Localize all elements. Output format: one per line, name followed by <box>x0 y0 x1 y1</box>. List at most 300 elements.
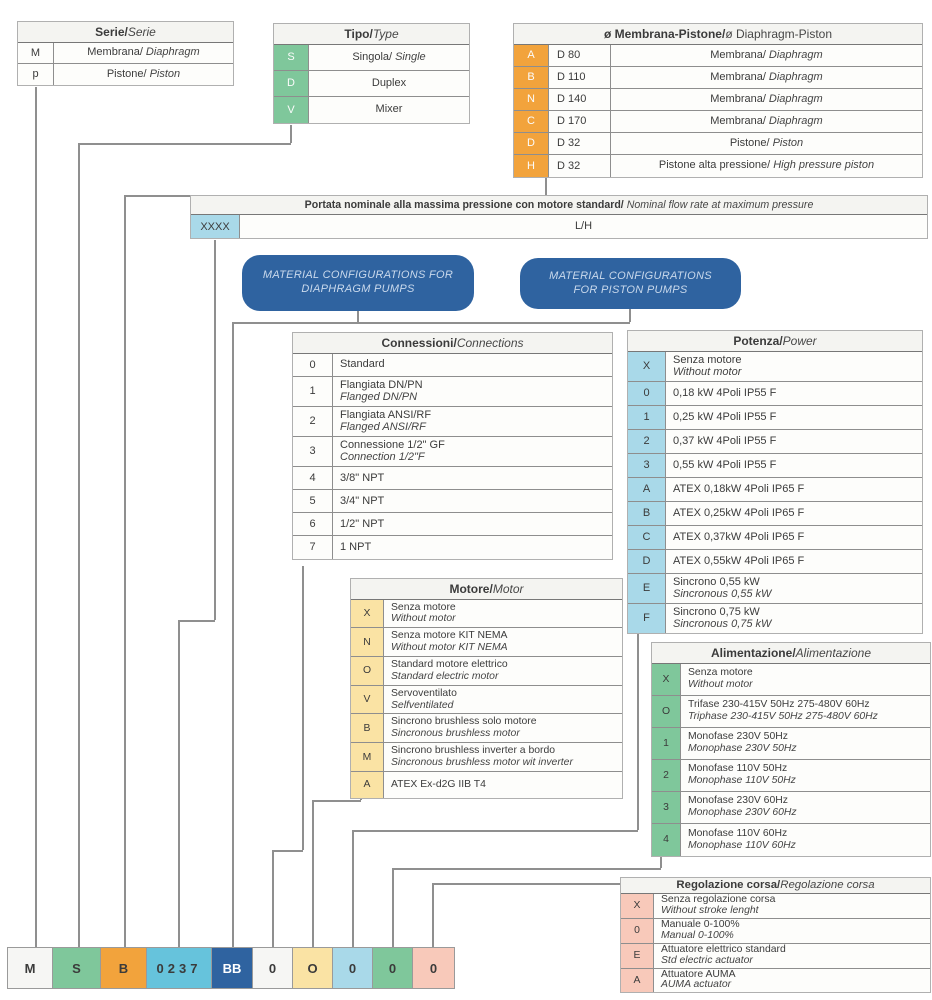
model-code-row <box>7 947 455 989</box>
power-table <box>627 330 923 634</box>
code-cell: M <box>351 743 384 771</box>
serie-table-title <box>18 22 233 43</box>
label-en: Sincronous brushless motor <box>391 728 520 740</box>
code-segment <box>333 948 373 988</box>
label-en: Std electric actuator <box>661 954 753 966</box>
description-cell <box>333 467 612 489</box>
label-it: Sincrono brushless inverter a bordo <box>391 745 556 757</box>
label-it: Flangiata DN/PN <box>340 378 423 391</box>
label-en: Diaphragm <box>768 92 823 105</box>
code-cell: 3 <box>628 454 666 477</box>
label-it: Pistone alta pressione/ <box>658 159 771 172</box>
code-cell: O <box>652 696 681 727</box>
code-cell: X <box>652 664 681 695</box>
label-it: ATEX 0,37kW 4Poli IP65 F <box>673 530 805 543</box>
label-en: Single <box>395 50 426 63</box>
label-en: Selfventilated <box>391 699 454 711</box>
title-en: ø Diaphragm-Piston <box>725 27 833 41</box>
code-cell: 4 <box>293 467 333 489</box>
label-it: Manuale 0-100% <box>661 918 740 930</box>
description-cell <box>681 824 930 856</box>
label-en: Triphase 230-415V 50Hz 275-480V 60Hz <box>688 711 878 723</box>
label-it: Standard motore elettrico <box>391 659 508 671</box>
table-row <box>293 354 612 377</box>
table-row <box>514 133 922 155</box>
connector-line <box>357 310 359 322</box>
connector-line <box>352 830 638 832</box>
code-cell: E <box>621 944 654 968</box>
label-en: Diaphragm <box>768 114 823 127</box>
code-cell: B <box>351 714 384 742</box>
code-segment <box>147 948 212 988</box>
connector-line <box>272 850 303 852</box>
label-it: Attuatore elettrico standard <box>661 943 786 955</box>
connector-line <box>432 883 620 885</box>
title-it: Potenza/ <box>733 334 783 348</box>
label-it: 3/8" NPT <box>340 471 385 484</box>
code-cell: E <box>628 574 666 603</box>
title-it: Serie/ <box>95 25 128 39</box>
description-cell <box>333 536 612 559</box>
code-cell: 0 <box>293 354 333 376</box>
label-it: Mixer <box>375 103 403 116</box>
table-row <box>293 536 612 559</box>
connector-line <box>178 620 180 947</box>
description-cell <box>654 969 930 993</box>
code-cell: F <box>628 604 666 633</box>
diameter-cell: D 80 <box>549 45 611 66</box>
label-it: Pistone/ <box>106 67 147 80</box>
code-segment-value: 0 <box>429 960 438 976</box>
code-cell: 2 <box>652 760 681 791</box>
code-cell: A <box>621 969 654 993</box>
table-row <box>351 657 622 686</box>
code-segment-value: BB <box>222 960 242 976</box>
code-cell: 1 <box>652 728 681 759</box>
stroke-adjustment-table <box>620 877 931 993</box>
tipo-table-title <box>274 24 469 45</box>
connector-line <box>78 143 80 947</box>
label-it: L/H <box>574 220 593 233</box>
table-row <box>351 600 622 629</box>
title-en: Nominal flow rate at maximum pressure <box>626 199 814 211</box>
description-cell <box>611 45 922 66</box>
connector-line <box>660 856 662 868</box>
title-it: Connessioni/ <box>381 336 457 350</box>
description-cell <box>666 502 922 525</box>
code-segment <box>212 948 253 988</box>
table-row <box>351 772 622 798</box>
table-row <box>293 513 612 536</box>
connector-line <box>545 177 547 195</box>
table-row <box>293 407 612 437</box>
label-it: Membrana/ <box>710 92 766 105</box>
label-it: 0,18 kW 4Poli IP55 F <box>673 386 777 399</box>
label-en: Diaphragm <box>145 46 200 59</box>
connections-table <box>292 332 613 560</box>
diaphragm-piston-table-title <box>514 24 922 45</box>
description-cell <box>611 111 922 132</box>
connector-line <box>392 868 394 947</box>
connector-line <box>78 143 291 145</box>
title-en: Power <box>782 334 817 348</box>
table-row <box>274 45 469 71</box>
code-cell: 4 <box>652 824 681 856</box>
description-cell <box>309 97 469 123</box>
label-en: Monophase 110V 50Hz <box>688 775 796 787</box>
label-en: High pressure piston <box>773 159 875 172</box>
connector-line <box>272 850 274 947</box>
code-cell: D <box>514 133 549 154</box>
description-cell <box>384 686 622 714</box>
label-en: Diaphragm <box>768 48 823 61</box>
code-cell: X <box>621 894 654 918</box>
table-row <box>621 919 930 944</box>
label-en: Monophase 230V 50Hz <box>688 743 797 755</box>
title-it: Portata nominale alla massima pressione con motore standard/ <box>304 199 624 211</box>
label-it: Sincrono 0,75 kW <box>673 605 760 618</box>
diameter-cell: D 32 <box>549 133 611 154</box>
connector-line <box>392 868 661 870</box>
diameter-cell: D 140 <box>549 89 611 110</box>
title-en: Motor <box>492 582 524 596</box>
table-row <box>621 969 930 993</box>
table-row <box>293 377 612 407</box>
stroke-adjustment-table-title <box>621 878 930 894</box>
table-row <box>274 97 469 123</box>
table-row <box>293 467 612 490</box>
label-it: ATEX 0,25kW 4Poli IP65 F <box>673 506 805 519</box>
description-cell <box>666 550 922 573</box>
table-row <box>18 43 233 64</box>
table-row <box>514 111 922 133</box>
code-cell: 0 <box>621 919 654 943</box>
description-cell <box>333 437 612 466</box>
table-row <box>628 382 922 406</box>
code-cell: X <box>351 600 384 628</box>
description-cell <box>666 604 922 633</box>
connector-line <box>432 883 434 947</box>
label-it: Monofase 110V 50Hz <box>688 763 788 775</box>
label-it: 0,55 kW 4Poli IP55 F <box>673 458 777 471</box>
diameter-cell: D 110 <box>549 67 611 88</box>
description-cell <box>666 526 922 549</box>
description-cell <box>309 71 469 96</box>
connector-line <box>312 800 314 947</box>
code-cell: 2 <box>293 407 333 436</box>
code-cell: 2 <box>628 430 666 453</box>
table-row <box>293 437 612 467</box>
description-cell <box>54 43 233 63</box>
connector-line <box>302 566 304 850</box>
description-cell <box>384 714 622 742</box>
material-configurations-diaphragm-box: MATERIAL CONFIGURATIONS FOR DIAPHRAGM PUMPS <box>242 255 474 311</box>
label-en: AUMA actuator <box>661 979 732 991</box>
code-cell: D <box>274 71 309 96</box>
description-cell <box>611 67 922 88</box>
connector-line <box>312 800 361 802</box>
title-en: Alimentazione <box>795 646 872 660</box>
label-it: Trifase 230-415V 50Hz 275-480V 60Hz <box>688 699 870 711</box>
description-cell <box>654 894 930 918</box>
title-it: ø Membrana-Pistone/ <box>603 27 726 41</box>
description-cell <box>384 657 622 685</box>
table-row <box>628 478 922 502</box>
label-it: Membrana/ <box>710 48 766 61</box>
description-cell <box>611 89 922 110</box>
label-en: Piston <box>772 136 804 149</box>
label-en: Sincronous brushless motor wit inverter <box>391 757 573 769</box>
table-row <box>628 526 922 550</box>
code-cell: D <box>628 550 666 573</box>
label-en: Flanged ANSI/RF <box>340 421 426 434</box>
description-cell <box>666 574 922 603</box>
flow-rate-table <box>190 195 928 239</box>
description-cell <box>666 406 922 429</box>
table-row <box>652 664 930 696</box>
diaphragm-piston-table <box>513 23 923 178</box>
description-cell <box>681 792 930 823</box>
label-it: ATEX Ex-d2G IIB T4 <box>391 778 486 790</box>
code-segment-value: M <box>24 960 36 976</box>
label-it: 0,25 kW 4Poli IP55 F <box>673 410 777 423</box>
table-row <box>621 944 930 969</box>
table-row <box>351 686 622 715</box>
code-cell: 1 <box>628 406 666 429</box>
code-segment <box>373 948 413 988</box>
title-en: Connections <box>456 336 524 350</box>
description-cell <box>384 600 622 628</box>
code-cell: N <box>514 89 549 110</box>
diameter-cell: D 170 <box>549 111 611 132</box>
label-en: Diaphragm <box>768 70 823 83</box>
label-it: Flangiata ANSI/RF <box>340 408 432 421</box>
description-cell <box>611 155 922 177</box>
description-cell <box>309 45 469 70</box>
code-cell: B <box>628 502 666 525</box>
description-cell <box>666 382 922 405</box>
code-cell: V <box>351 686 384 714</box>
code-cell: A <box>514 45 549 66</box>
table-row <box>652 792 930 824</box>
label-it: Membrana/ <box>87 46 143 59</box>
label-it: Sincrono brushless solo motore <box>391 716 537 728</box>
label-it: Senza regolazione corsa <box>661 893 776 905</box>
label-it: Senza motore <box>688 667 753 679</box>
label-en: Piston <box>149 67 181 80</box>
code-segment-value: 0237 <box>156 960 202 976</box>
description-cell <box>654 919 930 943</box>
table-row <box>274 71 469 97</box>
label-it: Standard <box>340 358 385 371</box>
label-en: Sincronous 0,55 kW <box>673 588 772 601</box>
label-en: Without motor KIT NEMA <box>391 642 508 654</box>
code-cell: B <box>514 67 549 88</box>
label-it: Monofase 230V 60Hz <box>688 795 788 807</box>
label-it: 3/4" NPT <box>340 494 385 507</box>
table-row <box>628 574 922 604</box>
connector-line <box>637 623 639 830</box>
table-row <box>18 64 233 85</box>
connector-line <box>232 322 234 947</box>
description-cell <box>333 513 612 535</box>
table-row <box>293 490 612 513</box>
label-en: Connection 1/2"F <box>340 451 425 464</box>
connector-line <box>232 322 630 324</box>
code-cell: 1 <box>293 377 333 406</box>
table-row <box>652 728 930 760</box>
label-it: Membrana/ <box>710 114 766 127</box>
label-en: Standard electric motor <box>391 670 499 682</box>
description-cell <box>333 407 612 436</box>
code-cell: V <box>274 97 309 123</box>
description-cell <box>611 133 922 154</box>
code-cell: X <box>628 352 666 381</box>
connector-line <box>290 125 292 143</box>
table-row <box>514 45 922 67</box>
label-it: Senza motore <box>391 601 456 613</box>
label-en: Sincronous 0,75 kW <box>673 618 772 631</box>
title-en: Serie <box>127 25 156 39</box>
title-it: Regolazione corsa/ <box>676 879 781 891</box>
table-row <box>621 894 930 919</box>
table-row <box>652 760 930 792</box>
label-it: ATEX 0,18kW 4Poli IP65 F <box>673 482 805 495</box>
table-row <box>628 604 922 633</box>
connector-line <box>35 87 37 947</box>
description-cell <box>681 696 930 727</box>
label-it: 0,37 kW 4Poli IP55 F <box>673 434 777 447</box>
label-it: Senza motore KIT NEMA <box>391 630 508 642</box>
code-cell: S <box>274 45 309 70</box>
flow-rate-table-title <box>191 196 927 215</box>
connector-line <box>352 830 354 947</box>
code-segment <box>253 948 293 988</box>
code-cell: p <box>18 64 54 85</box>
description-cell <box>681 664 930 695</box>
description-cell <box>666 454 922 477</box>
description-cell <box>681 760 930 791</box>
table-row <box>628 430 922 454</box>
code-cell: A <box>628 478 666 501</box>
description-cell <box>54 64 233 85</box>
title-it: Tipo/ <box>344 27 373 41</box>
title-en: Type <box>372 27 399 41</box>
title-it: Alimentazione/ <box>710 646 796 660</box>
description-cell <box>666 352 922 381</box>
code-segment-value: B <box>118 960 129 976</box>
code-segment-value: 0 <box>268 960 277 976</box>
code-segment <box>101 948 147 988</box>
label-it: 1 NPT <box>340 541 372 554</box>
label-en: Without motor <box>688 679 753 691</box>
code-cell: 5 <box>293 490 333 512</box>
table-row <box>652 696 930 728</box>
title-it: Motore/ <box>449 582 493 596</box>
code-cell: O <box>351 657 384 685</box>
label-it: Membrana/ <box>710 70 766 83</box>
table-row <box>628 406 922 430</box>
table-row <box>351 628 622 657</box>
table-row <box>351 714 622 743</box>
table-row <box>514 89 922 111</box>
connector-line <box>214 240 216 620</box>
code-cell: 3 <box>652 792 681 823</box>
power-table-title <box>628 331 922 352</box>
code-segment-value: 0 <box>348 960 357 976</box>
connector-line <box>178 620 215 622</box>
connector-line <box>124 195 126 947</box>
label-it: Senza motore <box>673 353 742 366</box>
code-segment <box>8 948 53 988</box>
description-cell <box>333 490 612 512</box>
label-en: Manual 0-100% <box>661 929 734 941</box>
code-segment <box>53 948 101 988</box>
code-cell: 7 <box>293 536 333 559</box>
description-cell <box>384 772 622 798</box>
connector-line <box>629 308 631 322</box>
label-en: Flanged DN/PN <box>340 391 418 404</box>
description-cell <box>240 215 927 238</box>
label-en: Without stroke lenght <box>661 904 759 916</box>
code-segment-value: O <box>307 960 318 976</box>
connections-table-title <box>293 333 612 354</box>
table-row <box>628 454 922 478</box>
code-cell: H <box>514 155 549 177</box>
description-cell <box>654 944 930 968</box>
label-it: Monofase 110V 60Hz <box>688 827 788 839</box>
code-cell: M <box>18 43 54 63</box>
label-it: Attuatore AUMA <box>661 968 736 980</box>
code-cell: 0 <box>628 382 666 405</box>
label-en: Monophase 230V 60Hz <box>688 807 797 819</box>
table-row <box>351 743 622 772</box>
code-cell: A <box>351 772 384 798</box>
description-cell <box>384 628 622 656</box>
tipo-table <box>273 23 470 124</box>
table-row <box>628 502 922 526</box>
label-it: Singola/ <box>352 50 393 63</box>
title-en: Regolazione corsa <box>780 879 875 891</box>
label-it: Servoventilato <box>391 687 457 699</box>
code-cell: 3 <box>293 437 333 466</box>
description-cell <box>666 478 922 501</box>
code-segment <box>413 948 454 988</box>
description-cell <box>384 743 622 771</box>
code-segment-value: S <box>72 960 81 976</box>
label-it: Sincrono 0,55 kW <box>673 575 760 588</box>
motor-table-title <box>351 579 622 600</box>
table-row <box>514 155 922 177</box>
label-en: Without motor <box>391 613 456 625</box>
label-it: Duplex <box>371 76 407 89</box>
description-cell <box>681 728 930 759</box>
code-cell: XXXX <box>191 215 240 238</box>
label-en: Without motor <box>673 366 742 379</box>
description-cell <box>333 354 612 376</box>
description-cell <box>666 430 922 453</box>
label-it: Monofase 230V 50Hz <box>688 731 788 743</box>
diameter-cell: D 32 <box>549 155 611 177</box>
label-en: Monophase 110V 60Hz <box>688 839 796 851</box>
serie-table <box>17 21 234 86</box>
code-segment <box>293 948 333 988</box>
label-it: 1/2" NPT <box>340 517 385 530</box>
code-segment-value: 0 <box>388 960 397 976</box>
material-configurations-piston-box: MATERIAL CONFIGURATIONS FOR PISTON PUMPS <box>520 258 741 309</box>
code-cell: N <box>351 628 384 656</box>
label-it: ATEX 0,55kW 4Poli IP65 F <box>673 554 805 567</box>
